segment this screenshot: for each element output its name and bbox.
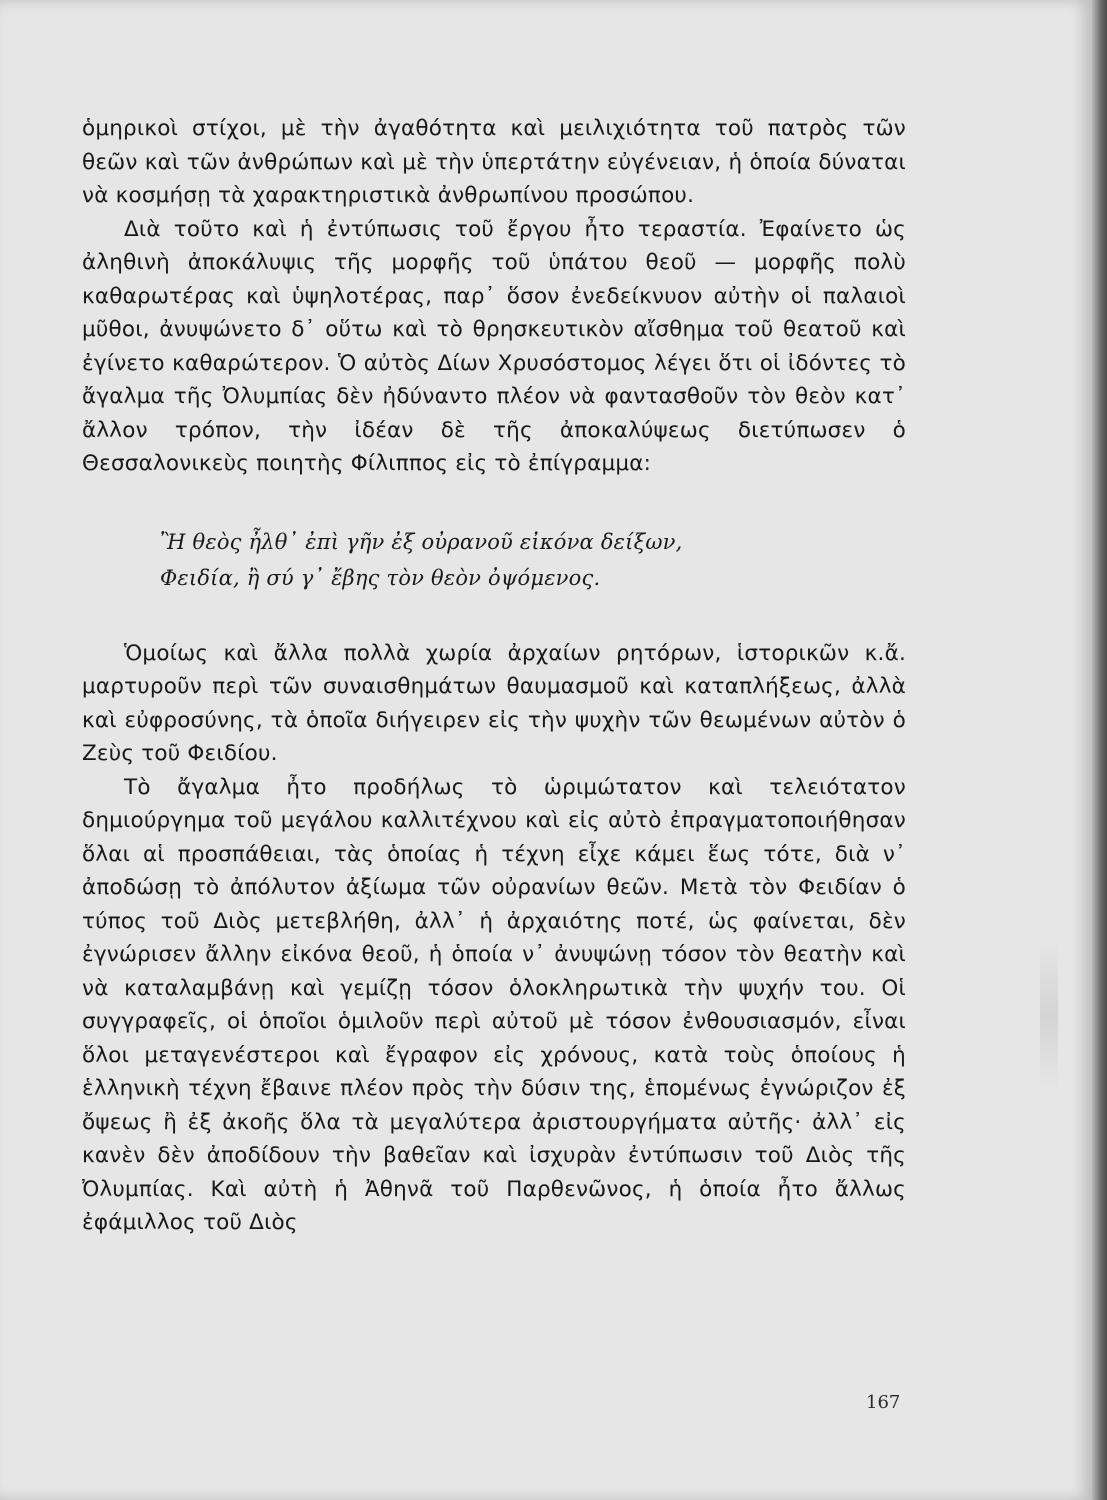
text-body	[82, 112, 906, 1240]
paragraph-impression: Διὰ τοῦτο καὶ ἡ ἐντύπωσις τοῦ ἔργου ἦτο τεραστία. Ἐφαίνετο ὡς ἀληθινὴ ἀποκάλυψις τῆς μορφῆς τοῦ ὑπάτου θεοῦ — μορφῆς πολὺ καθαρωτέρας καὶ ὑψηλοτέρας, παρ᾽ ὅσον ἐνεδείκνυον αὐτὴν οἱ παλαιοὶ μῦθοι, ἀνυψώνετο δ᾽ οὕτω καὶ τὸ θρησκευτικὸν αἴσθημα τοῦ θεατοῦ καὶ ἐγίνετο καθαρώτερον. Ὁ αὐτὸς Δίων Χρυσόστομος λέγει ὅτι οἱ ἰδόντες τὸ ἄγαλμα τῆς Ὀλυμπίας δὲν ἠδύναντο πλέον νὰ φαντασθοῦν τὸν θεὸν κατ᾽ ἄλλον τρόπον, τὴν ἰδέαν δὲ τῆς ἀποκαλύψεως διετύπωσεν ὁ Θεσσαλονικεὺς ποιητὴς Φίλιππος εἰς τὸ ἐπίγραμμα:	[82, 216, 906, 476]
show-through-mark	[1040, 940, 1058, 1090]
epigram-quote	[160, 524, 906, 596]
page-edge	[1092, 0, 1107, 1500]
paragraph-continuation: ὁμηρικοὶ στίχοι, μὲ τὴν ἀγαθότητα καὶ μειλιχιότητα τοῦ πατρὸς τῶν θεῶν καὶ τῶν ἀνθρώπων καὶ μὲ τὴν ὑπερτάτην εὐγένειαν, ἡ ὁποία δύναται νὰ κοσμήσῃ τὰ χαρακτηριστικὰ ἀνθρωπίνου προσώπου.	[82, 116, 906, 208]
epigram-line-2: Φειδία, ἢ σύ γ᾽ ἔβης τὸν θεὸν ὀψόμενος.	[160, 565, 601, 590]
paragraph-testimonies: Ὁμοίως καὶ ἄλλα πολλὰ χωρία ἀρχαίων ρητόρων, ἱστορικῶν κ.ἄ. μαρτυροῦν περὶ τῶν συναισθημάτων θαυμασμοῦ καὶ καταπλήξεως, ἀλλὰ καὶ εὐφροσύνης, τὰ ὁποῖα διήγειρεν εἰς τὴν ψυχὴν τῶν θεωμένων αὐτὸν ὁ Ζεὺς τοῦ Φειδίου.	[82, 640, 906, 766]
page-number: 167	[866, 1392, 901, 1413]
paragraph-masterpiece: Τὸ ἄγαλμα ἦτο προδήλως τὸ ὡριμώτατον καὶ τελειότατον δημιούργημα τοῦ μεγάλου καλλιτέχνου καὶ εἰς αὐτὸ ἐπραγματοποιήθησαν ὅλαι αἱ προσπάθειαι, τὰς ὁποίας ἡ τέχνη εἶχε κάμει ἕως τότε, διὰ ν᾽ ἀποδώσῃ τὸ ἀπόλυτον ἀξίωμα τῶν οὐρανίων θεῶν. Μετὰ τὸν Φειδίαν ὁ τύπος τοῦ Διὸς μετεβλήθη, ἀλλ᾽ ἡ ἀρχαιότης ποτέ, ὡς φαίνεται, δὲν ἐγνώρισεν ἄλλην εἰκόνα θεοῦ, ἡ ὁποία ν᾽ ἀνυψώνῃ τόσον τὸν θεατὴν καὶ νὰ καταλαμβάνῃ καὶ γεμίζῃ τόσον ὁλοκληρωτικὰ τὴν ψυχήν του. Οἱ συγγραφεῖς, οἱ ὁποῖοι ὁμιλοῦν περὶ αὐτοῦ μὲ τόσον ἐνθουσιασμόν, εἶναι ὅλοι μεταγενέστεροι καὶ ἔγραφον εἰς χρόνους, κατὰ τοὺς ὁποίους ἡ ἑλληνικὴ τέχνη ἔβαινε πλέον πρὸς τὴν δύσιν της, ἑπομένως ἐγνώριζον ἐξ ὄψεως ἢ ἐξ ἀκοῆς ὅλα τὰ μεγαλύτερα ἀριστουργήματα αὐτῆς· ἀλλ᾽ εἰς κανὲν δὲν ἀποδίδουν τὴν βαθεῖαν καὶ ἰσχυρὰν ἐντύπωσιν τοῦ Διὸς τῆς Ὀλυμπίας. Καὶ αὐτὴ ἡ Ἀθηνᾶ τοῦ Παρθενῶνος, ἡ ὁποία ἦτο ἄλλως ἐφάμιλλος τοῦ Διὸς	[82, 774, 906, 1235]
epigram-line-1: Ἢ θεὸς ἦλθ᾽ ἐπὶ γῆν ἐξ οὐρανοῦ εἰκόνα δείξων,	[160, 529, 683, 554]
